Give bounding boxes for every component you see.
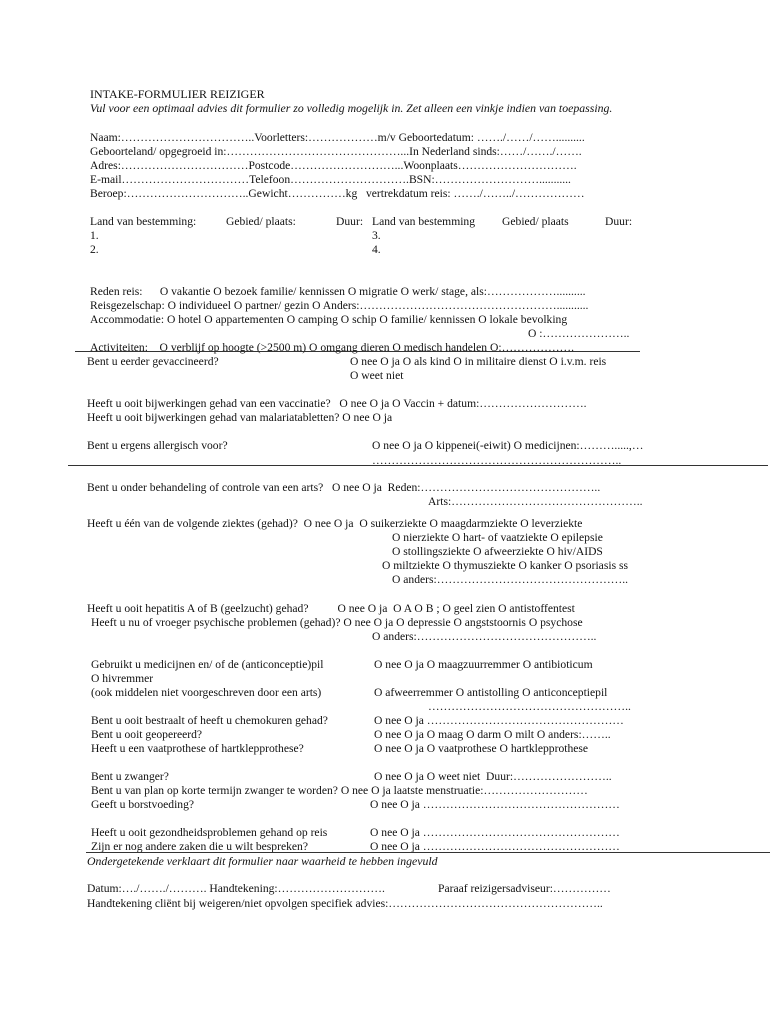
dest-header-duration-1: Duur: [336,215,364,228]
section-divider [86,852,770,853]
vaccinated-options-2[interactable]: O weet niet [350,369,404,382]
breastfeeding-question: Geeft u borstvoeding? [91,798,195,811]
medication-options-1[interactable]: O nee O ja O maagzuurremmer O antibioticum [374,658,593,671]
field-occupation-line[interactable]: Beroep:…………………………..Gewicht……………kg vertrekdatum reis: ……./……../……………… [90,187,585,200]
plan-pregnant-line[interactable]: Bent u van plan op korte termijn zwanger te worden? O nee O ja laatste menstruatie:……………………… [91,784,588,797]
advisor-initials-line[interactable]: Paraaf reizigersadviseur:…………… [438,882,611,895]
radiation-options[interactable]: O nee O ja …………………………………………… [374,714,624,727]
pregnant-options[interactable]: O nee O ja O weet niet Duur:…………………….. [374,770,612,783]
treatment-doctor-line[interactable]: Arts:………………………………………….. [428,495,643,508]
declaration-text: Ondergetekende verklaart dit formulier naar waarheid te hebben ingevuld [87,854,438,868]
trip-company-line[interactable]: Reisgezelschap: O individueel O partner/ gezin O Anders:……………………………………………........... [90,299,589,312]
medication-question: Gebruikt u medicijnen en/ of de (anticonceptie)pil [91,658,324,671]
dest-header-duration-2: Duur: [605,215,633,228]
dest-header-country-1: Land van bestemming: [90,215,197,228]
psych-other-line[interactable]: O anders:……………………………………….. [372,630,597,643]
form-title: INTAKE-FORMULIER REIZIGER [90,87,265,101]
section-divider [75,351,640,352]
diseases-line-4[interactable]: O miltziekte O thymusziekte O kanker O psoriasis ss [382,559,628,572]
medication-options-2[interactable]: O afweerremmer O antistolling O anticonceptiepil [374,686,608,699]
prosthesis-options[interactable]: O nee O ja O vaatprothese O hartklepprothese [374,742,589,755]
dest-header-country-2: Land van bestemming [372,215,476,228]
field-name-line[interactable]: Naam:……………………………..Voorletters:………………m/v Geboortedatum: ……./……/…….......... [90,131,585,144]
dest-row-3[interactable]: 3. [372,229,381,242]
date-signature-line[interactable]: Datum:…./……./………. Handtekening:………………………. [87,882,385,895]
field-address-line[interactable]: Adres:……………………………Postcode………………………...Woonplaats…………………………. [90,159,577,172]
trip-activities-line[interactable]: Activiteiten: O verblijf op hoogte (>2500 m) O omgang dieren O medisch handelen O:………………. [90,341,575,354]
dest-row-1[interactable]: 1. [90,229,99,242]
form-subtitle: Vul voor een optimaal advies dit formulier zo volledig mogelijk in. Zet alleen een vinkje indien van toepassing. [90,101,613,115]
allergy-question: Bent u ergens allergisch voor? [87,439,228,452]
vaccinated-question: Bent u eerder gevaccineerd? [87,355,219,368]
trip-accommodation-other[interactable]: O :………………….. [528,327,630,340]
dest-header-area-2: Gebied/ plaats [502,215,569,228]
hepatitis-line[interactable]: Heeft u ooit hepatitis A of B (geelzucht) gehad? O nee O ja O A O B ; O geel zien O antistoffentest [87,602,575,615]
medication-hiv-option[interactable]: O hivremmer [91,672,154,685]
dest-row-4[interactable]: 4. [372,243,381,256]
treatment-line[interactable]: Bent u onder behandeling of controle van een arts? O nee O ja Reden:……………………………………….. [87,481,601,494]
field-birthplace-line[interactable]: Geboorteland/ opgegroeid in:………………………………………...In Nederland sinds:……/……./……. [90,145,582,158]
diseases-line-3[interactable]: O stollingsziekte O afweerziekte O hiv/AIDS [392,545,603,558]
radiation-question: Bent u ooit bestraalt of heeft u chemokuren gehad? [91,714,328,727]
breastfeeding-options[interactable]: O nee O ja …………………………………………… [370,798,620,811]
medication-detail-line[interactable]: …………………………………………….. [428,700,631,713]
dest-row-2[interactable]: 2. [90,243,99,256]
other-topics-question: Zijn er nog andere zaken die u wilt bespreken? [91,840,308,853]
client-refusal-signature-line[interactable]: Handtekening cliënt bij weigeren/niet opvolgen specifiek advies:……………………………………………….. [87,897,603,910]
psych-line[interactable]: Heeft u nu of vroeger psychische problemen (gehad)? O nee O ja O depressie O angststoornis O psychose [91,616,583,629]
pregnant-question: Bent u zwanger? [91,770,169,783]
dest-header-area-1: Gebied/ plaats: [226,215,296,228]
surgery-options[interactable]: O nee O ja O maag O darm O milt O anders:…….. [374,728,611,741]
trip-accommodation-line[interactable]: Accommodatie: O hotel O appartementen O camping O schip O familie/ kennissen O lokale bevolking [90,313,568,326]
travel-health-question: Heeft u ooit gezondheidsproblemen gehand op reis [91,826,328,839]
vaccinated-options[interactable]: O nee O ja O als kind O in militaire dienst O i.v.m. reis [350,355,607,368]
diseases-line-1[interactable]: Heeft u één van de volgende ziektes (gehad)? O nee O ja O suikerziekte O maagdarmziekte O leverziekte [87,517,583,530]
field-email-line[interactable]: E-mail……………………………Telefoon………………………….BSN:………………………........... [90,173,571,186]
travel-health-options[interactable]: O nee O ja …………………………………………… [370,826,620,839]
diseases-line-2[interactable]: O nierziekte O hart- of vaatziekte O epilepsie [392,531,603,544]
malaria-side-effects-line[interactable]: Heeft u ooit bijwerkingen gehad van malariatabletten? O nee O ja [87,411,393,424]
medication-note: (ook middelen niet voorgeschreven door een arts) [91,686,322,699]
surgery-question: Bent u ooit geopereerd? [91,728,203,741]
other-topics-options[interactable]: O nee O ja …………………………………………… [370,840,620,853]
trip-reason-line[interactable]: Reden reis: O vakantie O bezoek familie/ kennissen O migratie O werk/ stage, als:……………….......... [90,285,586,298]
allergy-detail-line[interactable]: ……………………………………………………….. [372,454,622,467]
diseases-line-5[interactable]: O anders:………………………………………….. [392,573,629,586]
section-divider [68,465,768,466]
prosthesis-question: Heeft u een vaatprothese of hartklepprothese? [91,742,304,755]
vaccine-side-effects-line[interactable]: Heeft u ooit bijwerkingen gehad van een vaccinatie? O nee O ja O Vaccin + datum:………………………. [87,397,587,410]
allergy-options[interactable]: O nee O ja O kippenei(-eiwit) O medicijnen:……….....,… [372,439,644,452]
